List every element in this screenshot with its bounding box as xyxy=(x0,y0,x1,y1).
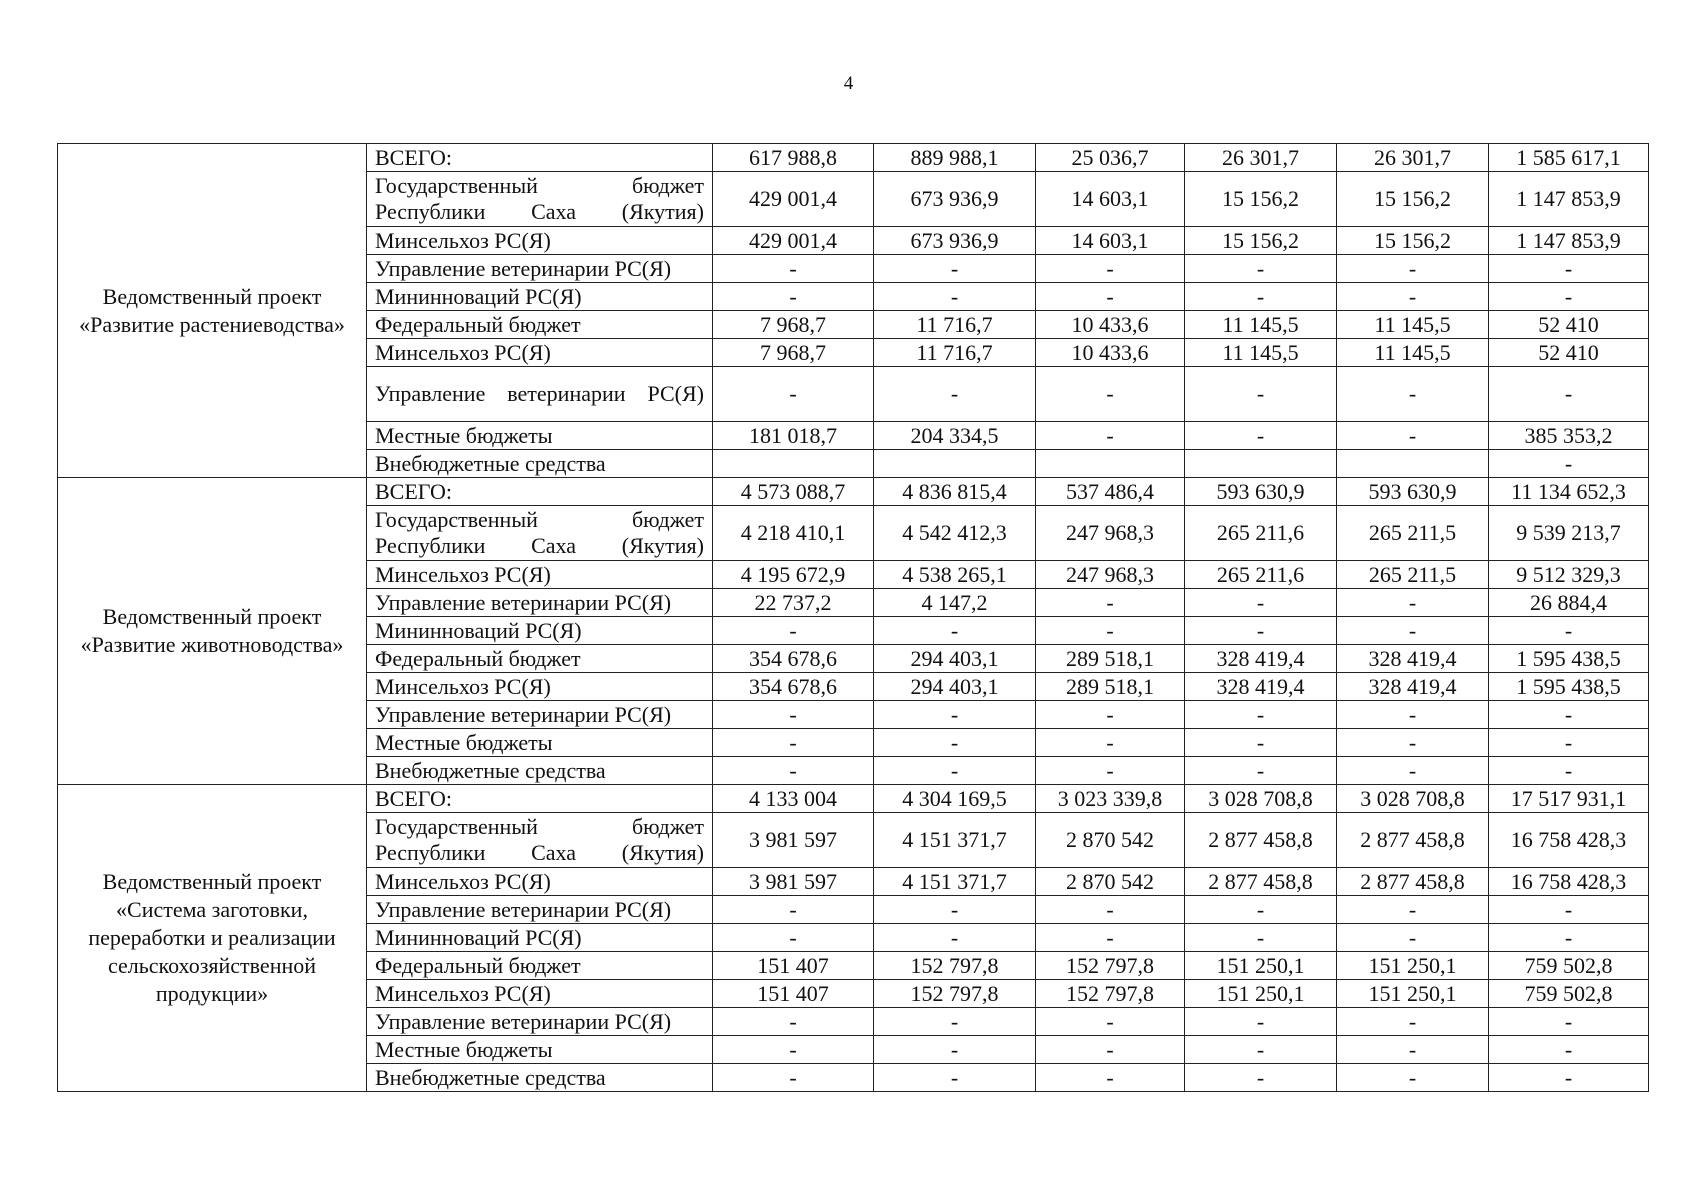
value-cell: 4 304 169,5 xyxy=(874,785,1036,813)
funding-source-label: Минсельхоз РС(Я) xyxy=(367,227,713,255)
value-cell: - xyxy=(1185,757,1337,785)
funding-source-label: Государственный бюджет Республики Саха (Якутия) xyxy=(367,813,713,868)
value-cell: 25 036,7 xyxy=(1036,144,1185,172)
value-cell: 2 877 458,8 xyxy=(1337,868,1489,896)
value-cell: 11 145,5 xyxy=(1337,311,1489,339)
value-cell: 152 797,8 xyxy=(1036,980,1185,1008)
funding-source-label: Мининноваций РС(Я) xyxy=(367,283,713,311)
funding-source-label: Управление ветеринарии РС(Я) xyxy=(367,367,713,422)
value-cell: - xyxy=(713,1008,874,1036)
value-cell: - xyxy=(1036,283,1185,311)
funding-source-label: Минсельхоз РС(Я) xyxy=(367,561,713,589)
value-cell: - xyxy=(713,729,874,757)
value-cell: - xyxy=(1337,589,1489,617)
value-cell: 354 678,6 xyxy=(713,645,874,673)
value-cell: - xyxy=(874,924,1036,952)
value-cell: 1 595 438,5 xyxy=(1489,645,1649,673)
value-cell: - xyxy=(1489,283,1649,311)
value-cell: 2 877 458,8 xyxy=(1185,813,1337,868)
value-cell: - xyxy=(713,617,874,645)
value-cell: 265 211,6 xyxy=(1185,506,1337,561)
funding-source-label: Государственный бюджет Республики Саха (Якутия) xyxy=(367,172,713,227)
value-cell: 7 968,7 xyxy=(713,311,874,339)
funding-source-label: ВСЕГО: xyxy=(367,478,713,506)
value-cell: - xyxy=(1036,422,1185,450)
value-cell: 152 797,8 xyxy=(1036,952,1185,980)
value-cell: 15 156,2 xyxy=(1185,227,1337,255)
value-cell: 537 486,4 xyxy=(1036,478,1185,506)
value-cell: - xyxy=(1337,757,1489,785)
value-cell: - xyxy=(1489,729,1649,757)
value-cell: 385 353,2 xyxy=(1489,422,1649,450)
value-cell: - xyxy=(1337,896,1489,924)
value-cell: 3 981 597 xyxy=(713,813,874,868)
value-cell: 26 301,7 xyxy=(1337,144,1489,172)
value-cell: 16 758 428,3 xyxy=(1489,813,1649,868)
value-cell: 4 836 815,4 xyxy=(874,478,1036,506)
value-cell: - xyxy=(1185,589,1337,617)
value-cell: 294 403,1 xyxy=(874,645,1036,673)
value-cell: - xyxy=(713,924,874,952)
value-cell: 2 870 542 xyxy=(1036,813,1185,868)
value-cell xyxy=(1036,450,1185,478)
table-row xyxy=(58,785,1649,813)
funding-source-label: Минсельхоз РС(Я) xyxy=(367,339,713,367)
value-cell: - xyxy=(1337,283,1489,311)
value-cell: - xyxy=(1185,255,1337,283)
value-cell: - xyxy=(1185,924,1337,952)
value-cell: - xyxy=(1489,1008,1649,1036)
value-cell: 15 156,2 xyxy=(1337,227,1489,255)
value-cell xyxy=(1185,450,1337,478)
value-cell: - xyxy=(1185,701,1337,729)
value-cell xyxy=(1337,450,1489,478)
value-cell: 26 884,4 xyxy=(1489,589,1649,617)
value-cell: 3 023 339,8 xyxy=(1036,785,1185,813)
value-cell: 151 407 xyxy=(713,980,874,1008)
funding-source-label: Управление ветеринарии РС(Я) xyxy=(367,589,713,617)
value-cell: 4 195 672,9 xyxy=(713,561,874,589)
value-cell: - xyxy=(1337,422,1489,450)
value-cell: - xyxy=(1036,757,1185,785)
value-cell: - xyxy=(1337,924,1489,952)
value-cell: - xyxy=(1185,1008,1337,1036)
value-cell: - xyxy=(713,896,874,924)
funding-source-label: Мининноваций РС(Я) xyxy=(367,924,713,952)
project-name-cell: Ведомственный проект «Система заготовки, переработки и реализации сельскохозяйственной продукции» xyxy=(58,785,367,1092)
value-cell: - xyxy=(874,1008,1036,1036)
value-cell: 1 585 617,1 xyxy=(1489,144,1649,172)
value-cell: - xyxy=(1185,283,1337,311)
value-cell: - xyxy=(1337,255,1489,283)
value-cell: 3 028 708,8 xyxy=(1337,785,1489,813)
value-cell: 617 988,8 xyxy=(713,144,874,172)
value-cell: - xyxy=(1337,729,1489,757)
value-cell: - xyxy=(1036,729,1185,757)
value-cell: - xyxy=(1489,701,1649,729)
value-cell: 11 134 652,3 xyxy=(1489,478,1649,506)
value-cell: 4 573 088,7 xyxy=(713,478,874,506)
value-cell: - xyxy=(1337,617,1489,645)
value-cell: 181 018,7 xyxy=(713,422,874,450)
value-cell: 247 968,3 xyxy=(1036,506,1185,561)
value-cell: 9 539 213,7 xyxy=(1489,506,1649,561)
value-cell: 889 988,1 xyxy=(874,144,1036,172)
value-cell: - xyxy=(713,1064,874,1092)
value-cell: - xyxy=(1489,367,1649,422)
project-name-cell: Ведомственный проект «Развитие растениеводства» xyxy=(58,144,367,478)
table-row xyxy=(58,478,1649,506)
value-cell: 52 410 xyxy=(1489,339,1649,367)
value-cell: 265 211,5 xyxy=(1337,506,1489,561)
value-cell: 15 156,2 xyxy=(1185,172,1337,227)
funding-source-label: Федеральный бюджет xyxy=(367,311,713,339)
value-cell: - xyxy=(874,729,1036,757)
value-cell: - xyxy=(713,283,874,311)
value-cell: 2 877 458,8 xyxy=(1337,813,1489,868)
value-cell: - xyxy=(874,367,1036,422)
value-cell: 673 936,9 xyxy=(874,227,1036,255)
funding-source-label: Местные бюджеты xyxy=(367,422,713,450)
value-cell: 1 147 853,9 xyxy=(1489,227,1649,255)
funding-source-label: ВСЕГО: xyxy=(367,785,713,813)
value-cell: - xyxy=(874,757,1036,785)
value-cell: - xyxy=(713,367,874,422)
funding-source-label: Государственный бюджет Республики Саха (Якутия) xyxy=(367,506,713,561)
value-cell: - xyxy=(1036,255,1185,283)
value-cell: 7 968,7 xyxy=(713,339,874,367)
value-cell: 204 334,5 xyxy=(874,422,1036,450)
value-cell: - xyxy=(874,255,1036,283)
funding-source-label: Управление ветеринарии РС(Я) xyxy=(367,701,713,729)
value-cell: 10 433,6 xyxy=(1036,339,1185,367)
value-cell: 328 419,4 xyxy=(1185,673,1337,701)
value-cell: - xyxy=(1489,757,1649,785)
value-cell: 22 737,2 xyxy=(713,589,874,617)
funding-source-label: Внебюджетные средства xyxy=(367,757,713,785)
funding-source-label: Местные бюджеты xyxy=(367,1036,713,1064)
value-cell: 152 797,8 xyxy=(874,980,1036,1008)
value-cell: 4 538 265,1 xyxy=(874,561,1036,589)
funding-source-label: Внебюджетные средства xyxy=(367,1064,713,1092)
value-cell: - xyxy=(1036,896,1185,924)
value-cell: - xyxy=(1185,1064,1337,1092)
value-cell: 4 218 410,1 xyxy=(713,506,874,561)
funding-table xyxy=(57,143,1649,1092)
value-cell: 17 517 931,1 xyxy=(1489,785,1649,813)
value-cell: 151 250,1 xyxy=(1337,952,1489,980)
value-cell: - xyxy=(713,701,874,729)
value-cell: 151 250,1 xyxy=(1185,980,1337,1008)
value-cell: - xyxy=(874,1064,1036,1092)
value-cell: 152 797,8 xyxy=(874,952,1036,980)
value-cell: 4 133 004 xyxy=(713,785,874,813)
value-cell: - xyxy=(1489,1064,1649,1092)
value-cell: - xyxy=(874,896,1036,924)
value-cell: - xyxy=(1185,729,1337,757)
funding-source-label: Федеральный бюджет xyxy=(367,645,713,673)
value-cell: - xyxy=(1489,924,1649,952)
value-cell: - xyxy=(713,1036,874,1064)
value-cell: 673 936,9 xyxy=(874,172,1036,227)
value-cell xyxy=(874,450,1036,478)
funding-source-label: Минсельхоз РС(Я) xyxy=(367,868,713,896)
value-cell: 2 877 458,8 xyxy=(1185,868,1337,896)
value-cell: 759 502,8 xyxy=(1489,980,1649,1008)
value-cell: 294 403,1 xyxy=(874,673,1036,701)
value-cell: 328 419,4 xyxy=(1337,645,1489,673)
value-cell: 289 518,1 xyxy=(1036,673,1185,701)
value-cell: - xyxy=(1337,367,1489,422)
value-cell: 16 758 428,3 xyxy=(1489,868,1649,896)
value-cell: - xyxy=(1185,896,1337,924)
value-cell: - xyxy=(1036,1008,1185,1036)
value-cell: - xyxy=(1489,896,1649,924)
value-cell: - xyxy=(713,255,874,283)
value-cell: - xyxy=(1337,1064,1489,1092)
value-cell: 52 410 xyxy=(1489,311,1649,339)
funding-source-label: Внебюджетные средства xyxy=(367,450,713,478)
value-cell: 759 502,8 xyxy=(1489,952,1649,980)
value-cell: 14 603,1 xyxy=(1036,172,1185,227)
value-cell: 265 211,5 xyxy=(1337,561,1489,589)
value-cell: 3 981 597 xyxy=(713,868,874,896)
value-cell: 328 419,4 xyxy=(1337,673,1489,701)
value-cell: - xyxy=(1036,1036,1185,1064)
value-cell: - xyxy=(874,701,1036,729)
value-cell: 9 512 329,3 xyxy=(1489,561,1649,589)
value-cell: 429 001,4 xyxy=(713,172,874,227)
value-cell: 151 250,1 xyxy=(1185,952,1337,980)
value-cell: 11 716,7 xyxy=(874,339,1036,367)
value-cell: 593 630,9 xyxy=(1185,478,1337,506)
value-cell: 429 001,4 xyxy=(713,227,874,255)
value-cell: - xyxy=(1185,617,1337,645)
funding-source-label: Управление ветеринарии РС(Я) xyxy=(367,255,713,283)
value-cell: 4 542 412,3 xyxy=(874,506,1036,561)
value-cell: 1 147 853,9 xyxy=(1489,172,1649,227)
value-cell: 1 595 438,5 xyxy=(1489,673,1649,701)
value-cell: - xyxy=(1036,701,1185,729)
value-cell: - xyxy=(1337,701,1489,729)
value-cell: - xyxy=(1489,450,1649,478)
value-cell: 3 028 708,8 xyxy=(1185,785,1337,813)
value-cell: 151 250,1 xyxy=(1337,980,1489,1008)
value-cell: - xyxy=(1489,255,1649,283)
value-cell: - xyxy=(1185,1036,1337,1064)
value-cell: 26 301,7 xyxy=(1185,144,1337,172)
value-cell: - xyxy=(1036,589,1185,617)
funding-source-label: Федеральный бюджет xyxy=(367,952,713,980)
value-cell: 4 147,2 xyxy=(874,589,1036,617)
value-cell: - xyxy=(1036,924,1185,952)
value-cell xyxy=(713,450,874,478)
value-cell: 11 716,7 xyxy=(874,311,1036,339)
value-cell: - xyxy=(1337,1008,1489,1036)
value-cell: - xyxy=(1185,422,1337,450)
value-cell: - xyxy=(874,617,1036,645)
value-cell: 4 151 371,7 xyxy=(874,813,1036,868)
funding-source-label: Минсельхоз РС(Я) xyxy=(367,980,713,1008)
project-name-cell: Ведомственный проект «Развитие животноводства» xyxy=(58,478,367,785)
value-cell: - xyxy=(1489,1036,1649,1064)
value-cell: - xyxy=(1185,367,1337,422)
value-cell: 11 145,5 xyxy=(1185,339,1337,367)
funding-source-label: Управление ветеринарии РС(Я) xyxy=(367,896,713,924)
table-row xyxy=(58,144,1649,172)
value-cell: 11 145,5 xyxy=(1185,311,1337,339)
value-cell: - xyxy=(1036,367,1185,422)
funding-source-label: ВСЕГО: xyxy=(367,144,713,172)
value-cell: 15 156,2 xyxy=(1337,172,1489,227)
value-cell: 328 419,4 xyxy=(1185,645,1337,673)
funding-source-label: Управление ветеринарии РС(Я) xyxy=(367,1008,713,1036)
value-cell: 11 145,5 xyxy=(1337,339,1489,367)
funding-source-label: Мининноваций РС(Я) xyxy=(367,617,713,645)
value-cell: 2 870 542 xyxy=(1036,868,1185,896)
value-cell: 4 151 371,7 xyxy=(874,868,1036,896)
value-cell: - xyxy=(713,757,874,785)
value-cell: 151 407 xyxy=(713,952,874,980)
value-cell: 247 968,3 xyxy=(1036,561,1185,589)
value-cell: 14 603,1 xyxy=(1036,227,1185,255)
value-cell: 10 433,6 xyxy=(1036,311,1185,339)
funding-source-label: Минсельхоз РС(Я) xyxy=(367,673,713,701)
page-number: 4 xyxy=(843,73,854,94)
value-cell: - xyxy=(1489,617,1649,645)
value-cell: 289 518,1 xyxy=(1036,645,1185,673)
value-cell: 593 630,9 xyxy=(1337,478,1489,506)
value-cell: - xyxy=(874,1036,1036,1064)
funding-source-label: Местные бюджеты xyxy=(367,729,713,757)
value-cell: 354 678,6 xyxy=(713,673,874,701)
value-cell: - xyxy=(874,283,1036,311)
value-cell: 265 211,6 xyxy=(1185,561,1337,589)
value-cell: - xyxy=(1036,1064,1185,1092)
value-cell: - xyxy=(1337,1036,1489,1064)
value-cell: - xyxy=(1036,617,1185,645)
